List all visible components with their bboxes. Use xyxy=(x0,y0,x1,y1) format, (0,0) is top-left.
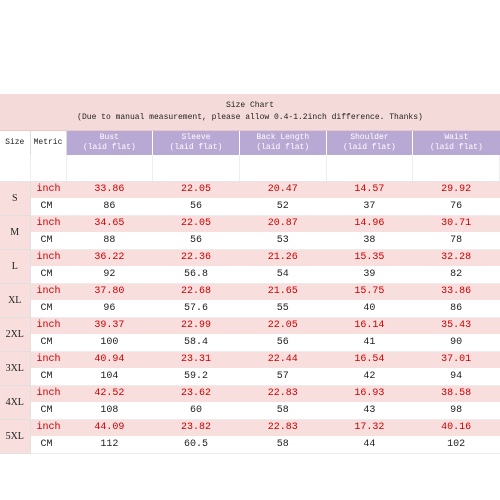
inch-value-cell: 44.09 xyxy=(66,420,153,437)
blank-row xyxy=(0,155,500,182)
cm-value-cell: 38 xyxy=(326,232,413,250)
unit-label-inch: inch xyxy=(30,352,66,369)
size-label: 3XL xyxy=(0,352,30,386)
inch-value-cell: 23.62 xyxy=(153,386,240,403)
cm-value-cell: 82 xyxy=(413,266,500,284)
cm-row xyxy=(0,266,500,284)
inch-row xyxy=(0,386,500,403)
cm-value-cell: 54 xyxy=(239,266,326,284)
inch-value-cell: 22.44 xyxy=(239,352,326,369)
size-label: 4XL xyxy=(0,386,30,420)
inch-value-cell: 22.83 xyxy=(239,386,326,403)
size-chart xyxy=(0,94,500,454)
unit-label-cm: CM xyxy=(30,436,66,454)
unit-label-inch: inch xyxy=(30,284,66,301)
cm-value-cell: 108 xyxy=(66,402,153,420)
inch-value-cell: 17.32 xyxy=(326,420,413,437)
cm-value-cell: 56 xyxy=(153,232,240,250)
unit-label-cm: CM xyxy=(30,402,66,420)
inch-row xyxy=(0,182,500,199)
inch-row xyxy=(0,284,500,301)
measure-column-header xyxy=(413,131,500,155)
unit-label-cm: CM xyxy=(30,266,66,284)
chart-subtitle: (Due to manual measurement, please allow 0.4-1.2inch difference. Thanks) xyxy=(77,113,423,122)
cm-value-cell: 88 xyxy=(66,232,153,250)
inch-row xyxy=(0,250,500,267)
inch-value-cell: 39.37 xyxy=(66,318,153,335)
inch-value-cell: 15.35 xyxy=(326,250,413,267)
inch-value-cell: 29.92 xyxy=(413,182,500,199)
unit-label-inch: inch xyxy=(30,318,66,335)
cm-value-cell: 58 xyxy=(239,402,326,420)
measure-name: Bust xyxy=(99,133,119,142)
unit-label-inch: inch xyxy=(30,250,66,267)
cm-row xyxy=(0,436,500,454)
cm-value-cell: 86 xyxy=(66,198,153,216)
cm-value-cell: 55 xyxy=(239,300,326,318)
inch-value-cell: 22.68 xyxy=(153,284,240,301)
cm-value-cell: 60 xyxy=(153,402,240,420)
unit-label-inch: inch xyxy=(30,182,66,199)
cm-value-cell: 60.5 xyxy=(153,436,240,454)
size-label: S xyxy=(0,182,30,216)
inch-value-cell: 40.16 xyxy=(413,420,500,437)
cm-value-cell: 56.8 xyxy=(153,266,240,284)
cm-value-cell: 39 xyxy=(326,266,413,284)
cm-value-cell: 41 xyxy=(326,334,413,352)
inch-value-cell: 22.05 xyxy=(153,182,240,199)
unit-label-inch: inch xyxy=(30,386,66,403)
cm-value-cell: 102 xyxy=(413,436,500,454)
inch-value-cell: 33.86 xyxy=(66,182,153,199)
column-header-row xyxy=(0,131,500,155)
unit-label-cm: CM xyxy=(30,334,66,352)
inch-value-cell: 40.94 xyxy=(66,352,153,369)
inch-value-cell: 22.99 xyxy=(153,318,240,335)
inch-value-cell: 37.80 xyxy=(66,284,153,301)
measure-name: Back Length xyxy=(256,133,310,142)
measure-column-header xyxy=(326,131,413,155)
inch-value-cell: 36.22 xyxy=(66,250,153,267)
inch-value-cell: 22.05 xyxy=(239,318,326,335)
cm-value-cell: 52 xyxy=(239,198,326,216)
size-label: M xyxy=(0,216,30,250)
cm-value-cell: 94 xyxy=(413,368,500,386)
cm-value-cell: 90 xyxy=(413,334,500,352)
measure-note: (laid flat) xyxy=(343,143,396,152)
inch-value-cell: 15.75 xyxy=(326,284,413,301)
unit-label-cm: CM xyxy=(30,368,66,386)
unit-label-inch: inch xyxy=(30,420,66,437)
cm-row xyxy=(0,402,500,420)
cm-row xyxy=(0,368,500,386)
cm-value-cell: 96 xyxy=(66,300,153,318)
inch-value-cell: 34.65 xyxy=(66,216,153,233)
inch-value-cell: 22.83 xyxy=(239,420,326,437)
measure-column-header xyxy=(239,131,326,155)
inch-value-cell: 37.01 xyxy=(413,352,500,369)
inch-value-cell: 23.31 xyxy=(153,352,240,369)
unit-label-inch: inch xyxy=(30,216,66,233)
cm-value-cell: 76 xyxy=(413,198,500,216)
inch-value-cell: 22.36 xyxy=(153,250,240,267)
inch-value-cell: 38.58 xyxy=(413,386,500,403)
inch-value-cell: 42.52 xyxy=(66,386,153,403)
cm-value-cell: 56 xyxy=(239,334,326,352)
measure-name: Waist xyxy=(444,133,469,142)
cm-value-cell: 98 xyxy=(413,402,500,420)
cm-value-cell: 40 xyxy=(326,300,413,318)
size-table xyxy=(0,131,500,454)
inch-row xyxy=(0,318,500,335)
inch-value-cell: 14.96 xyxy=(326,216,413,233)
inch-value-cell: 16.14 xyxy=(326,318,413,335)
size-rows xyxy=(0,182,500,454)
cm-value-cell: 37 xyxy=(326,198,413,216)
inch-row xyxy=(0,420,500,437)
inch-value-cell: 35.43 xyxy=(413,318,500,335)
cm-value-cell: 57 xyxy=(239,368,326,386)
unit-label-cm: CM xyxy=(30,300,66,318)
inch-value-cell: 30.71 xyxy=(413,216,500,233)
cm-row xyxy=(0,198,500,216)
size-label: L xyxy=(0,250,30,284)
inch-value-cell: 14.57 xyxy=(326,182,413,199)
inch-value-cell: 20.87 xyxy=(239,216,326,233)
cm-value-cell: 56 xyxy=(153,198,240,216)
measure-note: (laid flat) xyxy=(256,143,310,152)
cm-row xyxy=(0,300,500,318)
inch-value-cell: 32.28 xyxy=(413,250,500,267)
measure-column-header xyxy=(153,131,240,155)
size-label: XL xyxy=(0,284,30,318)
metric-column-header: Metric xyxy=(30,131,66,155)
inch-value-cell: 22.05 xyxy=(153,216,240,233)
size-chart-header xyxy=(0,94,500,131)
unit-label-cm: CM xyxy=(30,232,66,250)
cm-row xyxy=(0,232,500,250)
inch-value-cell: 16.54 xyxy=(326,352,413,369)
cm-value-cell: 104 xyxy=(66,368,153,386)
chart-title: Size Chart xyxy=(225,101,274,110)
measure-name: Sleeve xyxy=(181,133,211,142)
cm-value-cell: 86 xyxy=(413,300,500,318)
cm-value-cell: 58.4 xyxy=(153,334,240,352)
inch-row xyxy=(0,352,500,369)
cm-value-cell: 43 xyxy=(326,402,413,420)
size-label: 2XL xyxy=(0,318,30,352)
measure-note: (laid flat) xyxy=(169,143,223,152)
inch-row xyxy=(0,216,500,233)
inch-value-cell: 20.47 xyxy=(239,182,326,199)
inch-value-cell: 21.26 xyxy=(239,250,326,267)
measure-name: Shoulder xyxy=(350,133,389,142)
size-column-header: Size xyxy=(0,131,30,155)
inch-value-cell: 23.82 xyxy=(153,420,240,437)
inch-value-cell: 16.93 xyxy=(326,386,413,403)
measure-note: (laid flat) xyxy=(82,143,136,152)
inch-value-cell: 33.86 xyxy=(413,284,500,301)
cm-value-cell: 44 xyxy=(326,436,413,454)
cm-value-cell: 112 xyxy=(66,436,153,454)
cm-value-cell: 58 xyxy=(239,436,326,454)
cm-row xyxy=(0,334,500,352)
cm-value-cell: 42 xyxy=(326,368,413,386)
cm-value-cell: 53 xyxy=(239,232,326,250)
cm-value-cell: 78 xyxy=(413,232,500,250)
size-label: 5XL xyxy=(0,420,30,454)
cm-value-cell: 92 xyxy=(66,266,153,284)
measure-note: (laid flat) xyxy=(429,143,483,152)
unit-label-cm: CM xyxy=(30,198,66,216)
cm-value-cell: 57.6 xyxy=(153,300,240,318)
measure-column-header xyxy=(66,131,153,155)
cm-value-cell: 59.2 xyxy=(153,368,240,386)
cm-value-cell: 100 xyxy=(66,334,153,352)
inch-value-cell: 21.65 xyxy=(239,284,326,301)
